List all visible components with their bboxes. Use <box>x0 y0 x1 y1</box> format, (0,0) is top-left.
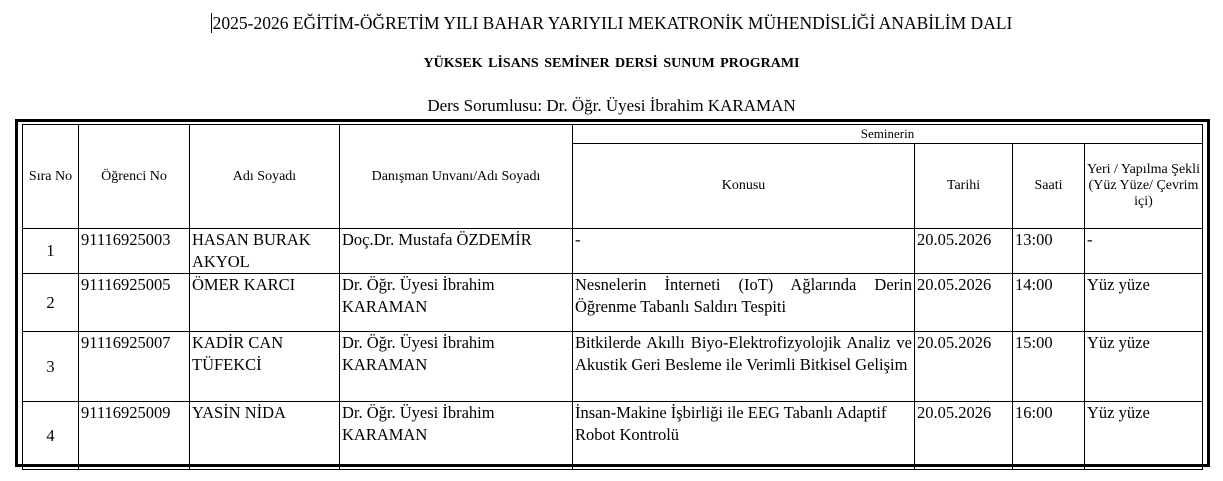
cell-no: 3 <box>23 332 79 402</box>
col-header-name: Adı Soyadı <box>190 125 340 229</box>
cell-student-no: 91116925009 <box>79 402 190 470</box>
program-title: YÜKSEK LİSANS SEMİNER DERSİ SUNUM PROGRAMI <box>423 56 800 71</box>
col-group-header-seminar: Seminerin <box>573 125 1203 144</box>
table-row <box>23 274 1203 332</box>
cell-advisor: Dr. Öğr. Üyesi İbrahim KARAMAN <box>340 332 573 402</box>
cell-topic: Nesnelerin İnterneti (IoT) Ağlarında Derin Öğrenme Tabanlı Saldırı Tespiti <box>573 274 915 332</box>
cell-no: 1 <box>23 229 79 274</box>
cell-topic: İnsan-Makine İşbirliği ile EEG Tabanlı Adaptif Robot Kontrolü <box>573 402 915 470</box>
col-header-student-no: Öğrenci No <box>79 125 190 229</box>
cell-date: 20.05.2026 <box>915 274 1013 332</box>
cell-place: - <box>1085 229 1203 274</box>
cell-student-no: 91116925003 <box>79 229 190 274</box>
cell-name: YASİN NİDA <box>190 402 340 470</box>
cell-date: 20.05.2026 <box>915 402 1013 470</box>
cell-topic: - <box>573 229 915 274</box>
col-header-place: Yeri / Yapılma Şekli (Yüz Yüze/ Çevrim içi) <box>1085 144 1203 229</box>
cell-date: 20.05.2026 <box>915 332 1013 402</box>
cell-student-no: 91116925005 <box>79 274 190 332</box>
cell-place: Yüz yüze <box>1085 274 1203 332</box>
course-responsible: Ders Sorumlusu: Dr. Öğr. Üyesi İbrahim KARAMAN <box>427 96 796 115</box>
document-title-text: 2025-2026 EĞİTİM-ÖĞRETİM YILI BAHAR YARIYILI MEKATRONİK MÜHENDİSLİĞİ ANABİLİM DALI <box>212 13 1013 33</box>
col-header-topic: Konusu <box>573 144 915 229</box>
cell-name: HASAN BURAK AKYOL <box>190 229 340 274</box>
cell-place: Yüz yüze <box>1085 332 1203 402</box>
table-row <box>23 229 1203 274</box>
cell-student-no: 91116925007 <box>79 332 190 402</box>
col-header-time: Saati <box>1013 144 1085 229</box>
cell-topic: Bitkilerde Akıllı Biyo-Elektrofizyolojik Analiz ve Akustik Geri Besleme ile Verimli Bitkisel Gelişim <box>573 332 915 402</box>
col-header-advisor: Danışman Unvanı/Adı Soyadı <box>340 125 573 229</box>
cell-time: 16:00 <box>1013 402 1085 470</box>
seminar-schedule-table <box>22 124 1203 470</box>
cell-name: KADİR CAN TÜFEKCİ <box>190 332 340 402</box>
col-header-date: Tarihi <box>915 144 1013 229</box>
cell-advisor: Dr. Öğr. Üyesi İbrahim KARAMAN <box>340 402 573 470</box>
cell-advisor: Dr. Öğr. Üyesi İbrahim KARAMAN <box>340 274 573 332</box>
cell-no: 4 <box>23 402 79 470</box>
cell-place: Yüz yüze <box>1085 402 1203 470</box>
cell-advisor: Doç.Dr. Mustafa ÖZDEMİR <box>340 229 573 274</box>
cell-time: 15:00 <box>1013 332 1085 402</box>
cell-time: 14:00 <box>1013 274 1085 332</box>
table-row <box>23 402 1203 470</box>
document-title <box>0 13 1223 34</box>
cell-time: 13:00 <box>1013 229 1085 274</box>
col-header-no: Sıra No <box>23 125 79 229</box>
cell-name: ÖMER KARCI <box>190 274 340 332</box>
cell-date: 20.05.2026 <box>915 229 1013 274</box>
cell-no: 2 <box>23 274 79 332</box>
table-row <box>23 332 1203 402</box>
